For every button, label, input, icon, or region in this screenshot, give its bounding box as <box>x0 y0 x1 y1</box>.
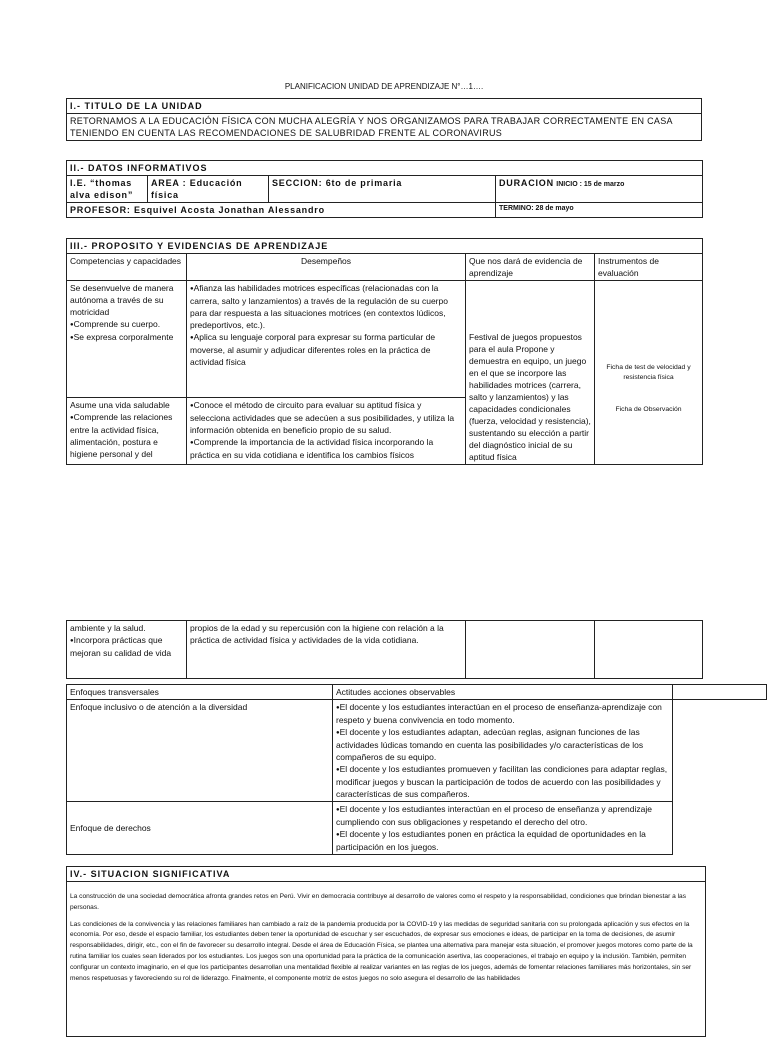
col-instrumentos: Instrumentos de evaluación <box>595 254 703 281</box>
competencia-motricidad <box>67 281 187 398</box>
col-evidencia: Que nos dará de evidencia de aprendizaje <box>466 254 595 281</box>
competencia-motricidad-text: Se desenvuelve de manera autónoma a través de su motricidad <box>70 283 174 317</box>
enfoques-extra-cell <box>673 685 767 700</box>
enfoque-derechos: Enfoque de derechos <box>67 802 333 855</box>
col-actitudes: Actitudes acciones observables <box>333 685 673 700</box>
unit-title-line2: TENIENDO EN CUENTA LAS RECOMENDACIONES DE SALUBRIDAD FRENTE AL CORONAVIRUS <box>70 128 503 138</box>
col-competencias: Competencias y capacidades <box>67 254 187 281</box>
section-proposito-continued <box>66 620 703 679</box>
desempenos-saludable-cont: propios de la edad y su repercusión con la higiene con relación a la práctica de actividad física y actividades de la vida cotidiana. <box>187 621 466 679</box>
section-proposito <box>66 238 703 465</box>
unit-title-line1: RETORNAMOS A LA EDUCACIÓN FÍSICA CON MUCHA ALEGRÍA Y NOS ORGANIZAMOS PARA TRABAJAR CORRECTAMENTE EN CASA <box>70 116 673 126</box>
instrumento-observacion: Ficha de Observación <box>615 406 682 413</box>
institution-cell: I.E. “thomas alva edison” <box>67 176 148 203</box>
competencia-saludable <box>67 397 187 464</box>
actitud-item: ● El docente y los estudiantes adaptan, adecúan reglas, asignan funciones de las actividades lúdicas tomando en cuenta las posibilidades y/o características de los compañeros de su equipo. <box>336 726 669 763</box>
duration-cell <box>496 176 703 203</box>
competencia-saludable-text: Asume una vida saludable <box>70 399 170 410</box>
situacion-paragraph: La construcción de una sociedad democrática afronta grandes retos en Perú. Vivir en democracia contribuye al desarrollo de valores como el respeto y la responsabilidad, condiciones que brindan bienestar a las personas. <box>70 893 687 911</box>
competencia-saludable-cont-text: ambiente y la salud. <box>70 623 146 633</box>
situacion-body <box>67 882 706 1037</box>
capacidad-item: ● Se expresa corporalmente <box>70 331 183 344</box>
area-cell: AREA : Educación física <box>148 176 269 203</box>
instrumentos-cell <box>595 281 703 465</box>
enfoque-inclusivo: Enfoque inclusivo o de atención a la diversidad <box>67 700 333 802</box>
evidencia-cell: Festival de juegos propuestos para el aula Propone y demuestra en equipo, un juego en el que se incorpore las habilidades motrices (carrera, salto y lanzamientos) y las capacidades condicionales (fuerza, velocidad y resistencia), sustentando su elección a partir del diagnóstico inicial de su aptitud física <box>466 281 595 465</box>
teacher-cell: PROFESOR: Esquivel Acosta Jonathan Alessandro <box>67 203 496 218</box>
enfoques-table <box>66 684 767 855</box>
desempeno-item: ● Afianza las habilidades motrices específicas (relacionadas con la carrera, salto y lanzamientos) a través de la regulación de su cuerpo para dar respuesta a las situaciones motrices (en contextos lúdicos, predeportivos, etc.). <box>190 282 462 331</box>
actitud-item: ● El docente y los estudiantes interactúan en el proceso de enseñanza y aprendizaje cumpliendo con sus obligaciones y respetando el derecho del otro. <box>336 803 669 828</box>
desempenos-saludable <box>187 397 466 464</box>
section-cell: SECCION: 6to de primaria <box>269 176 496 203</box>
start-date: INICIO : 15 de marzo <box>556 181 625 188</box>
actitud-item: ● El docente y los estudiantes interactúan en el proceso de enseñanza-aprendizaje con respeto y buena convivencia en todo momento. <box>336 701 669 726</box>
evidencia-cont <box>466 621 595 679</box>
actitud-item: ● El docente y los estudiantes ponen en práctica la equidad de oportunidades en la participación en los juegos. <box>336 828 669 853</box>
capacidad-item: ● Incorpora prácticas que mejoran su calidad de vida <box>70 634 183 659</box>
end-date: TERMINO: 28 de mayo <box>496 203 703 218</box>
section-datos-header: II.- DATOS INFORMATIVOS <box>67 161 703 176</box>
duration-label: DURACION <box>499 178 554 188</box>
desempeno-item: ● Aplica su lenguaje corporal para expresar su forma particular de moverse, al asumir y adjudicar diferentes roles en la práctica de actividad física <box>190 331 462 368</box>
col-enfoques: Enfoques transversales <box>67 685 333 700</box>
section-proposito-header: III.- PROPOSITO Y EVIDENCIAS DE APRENDIZAJE <box>67 239 703 254</box>
empty-cell <box>673 700 767 802</box>
actitudes-derechos <box>333 802 673 855</box>
col-desempenos: Desempeños <box>187 254 466 281</box>
document-title: PLANIFICACION UNIDAD DE APRENDIZAJE N°…1…. <box>284 82 484 91</box>
actitudes-inclusivo <box>333 700 673 802</box>
section-situacion <box>66 866 706 1037</box>
actitud-item: ● El docente y los estudiantes promueven y facilitan las condiciones para adaptar reglas, modificar juegos y buscan la participación de todos de acuerdo con las posibilidades y características de sus compañeros. <box>336 763 669 800</box>
section-datos <box>66 160 703 218</box>
unit-title <box>67 114 702 141</box>
section-situacion-header: IV.- SITUACION SIGNIFICATIVA <box>67 867 706 882</box>
instrumentos-cont <box>595 621 703 679</box>
capacidad-item: ● Comprende las relaciones entre la actividad física, alimentación, postura e higiene personal y del <box>70 411 183 460</box>
desempeno-item: ● Conoce el método de circuito para evaluar su aptitud física y selecciona actividades que se adecúen a sus posibilidades, y utiliza la información obtenida en beneficio propio de su salud. <box>190 399 462 436</box>
desempenos-motricidad <box>187 281 466 398</box>
section-titulo <box>66 98 702 141</box>
competencia-saludable-cont <box>67 621 187 679</box>
instrumento-test: Ficha de test de velocidad y resistencia física <box>606 364 691 381</box>
desempeno-item: ● Comprende la importancia de la actividad física incorporando la práctica en su vida cotidiana e identifica los cambios físicos <box>190 436 462 461</box>
capacidad-item: ● Comprende su cuerpo. <box>70 318 183 331</box>
section-titulo-header: I.- TITULO DE LA UNIDAD <box>67 99 702 114</box>
empty-cell <box>673 802 767 855</box>
situacion-paragraph: Las condiciones de la convivencia y las relaciones familiares han cambiado a raíz de la pandemia producida por la COVID-19 y las medidas de seguridad sanitaria con su prolongada aplicación y sus efectos en la economía. Por eso, desde el espacio familiar, los estudiantes deben tener la oportunidad de escuchar y ser escuchados, de expresar sus emociones e ideas, de participar en la toma de decisiones, de asumir responsabilidades, dirigir, etc., con el fin de favorecer su desarrollo integral. Desde el área de Educación Física, se plantea una alternativa para manejar esta situación, el promover juegos motores como parte de la rutina familiar los cuales sean liderados por los estudiantes. Los juegos son una oportunidad para la práctica de la comunicación asertiva, las cooperaciones, el trabajo en equipo y la inclusión. También, permiten configurar un contexto imaginario, en el que los participantes desarrollan una mentalidad flexible al realizar variantes en las reglas de los juegos, además de fomentar relaciones familiares más horizontales, sin ser menos respetuosas y favoreciendo su rol de liderazgo. Finalmente, el componente motriz de estos juegos no solo asegura el desarrollo de las habilidades <box>70 920 693 982</box>
